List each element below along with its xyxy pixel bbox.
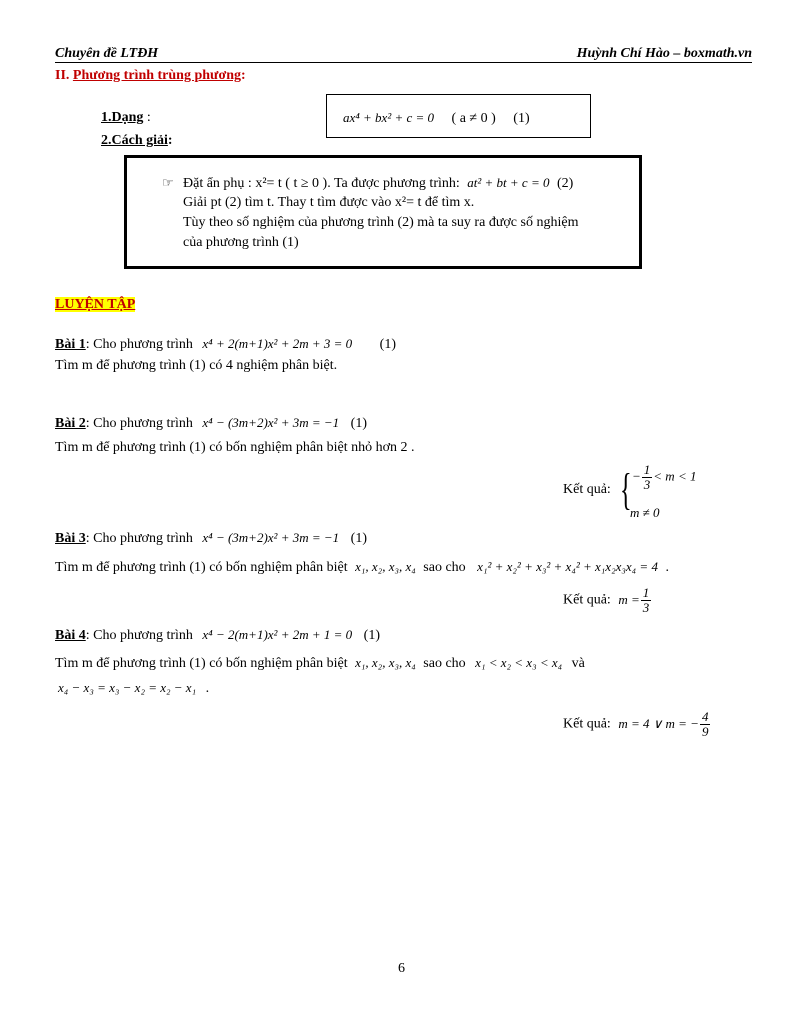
problem-3: Bài 3: Cho phương trình x⁴ − (3m+2)x² + 3m = −1 (1)	[55, 530, 367, 546]
problem-2-result-line-1: − $\frac{1}{3}$ < m < 1	[632, 462, 697, 492]
problem-3-task: Tìm m để phương trình (1) có bốn nghiệm phân biệt x₁, x₂, x₃, x₄ sao cho x₁² + x₂² + x₃² + x₄² + x₁x₂x₃x₄ = 4 .	[55, 559, 669, 575]
section-number: II.	[55, 68, 70, 83]
problem-3-condition: x₁² + x₂² + x₃² + x₄² + x₁x₂x₃x₄ = 4	[477, 559, 658, 574]
method-line-1: Đặt ẩn phụ : x²= t ( t ≥ 0 ). Ta được phương trình: at² + bt + c = 0 (2)	[183, 175, 574, 191]
system-brace: {	[620, 465, 632, 514]
problem-4-order: x₁ < x₂ < x₃ < x₄	[475, 655, 563, 670]
problem-3-label: Bài 3	[55, 531, 86, 546]
form-equation: ax⁴ + bx² + c = 0	[343, 110, 435, 125]
problem-4-label: Bài 4	[55, 628, 86, 643]
problem-4: Bài 4: Cho phương trình x⁴ − 2(m+1)x² + 2m + 1 = 0 (1)	[55, 627, 380, 643]
method-line-4: của phương trình (1)	[183, 235, 299, 250]
problem-1-task: Tìm m để phương trình (1) có 4 nghiệm phân biệt.	[55, 358, 338, 373]
problem-4-condition-line: x₄ − x₃ = x₃ − x₂ = x₂ − x₁ .	[58, 680, 210, 696]
form-tag: (1)	[513, 111, 530, 126]
method-line-3: Tùy theo số nghiệm của phương trình (2) mà ta suy ra được số nghiệm	[183, 215, 579, 230]
section-title-text: Phương trình trùng phương	[72, 68, 241, 83]
method-label: 2.Cách giải:	[101, 133, 173, 148]
problem-2-task: Tìm m để phương trình (1) có bốn nghiệm phân biệt nhỏ hơn 2 .	[55, 440, 415, 455]
section-colon: :	[240, 68, 246, 83]
problem-2-equation: x⁴ − (3m+2)x² + 3m = −1	[202, 415, 340, 430]
method-box	[124, 155, 642, 269]
problem-3-result: Kết quả: m = $\frac{1}{3}$	[563, 585, 650, 615]
problem-4-condition: x₄ − x₃ = x₃ − x₂ = x₂ − x₁	[58, 680, 197, 695]
page-number: 6	[398, 961, 405, 976]
problem-2-label: Bài 2	[55, 416, 86, 431]
section-title	[55, 68, 246, 84]
problem-1: Bài 1: Cho phương trình x⁴ + 2(m+1)x² + 2m + 3 = 0 (1)	[55, 336, 396, 352]
problem-1-equation: x⁴ + 2(m+1)x² + 2m + 3 = 0	[202, 336, 353, 351]
pointing-hand-icon: ☞	[162, 175, 174, 190]
problem-4-task: Tìm m để phương trình (1) có bốn nghiệm phân biệt x₁, x₂, x₃, x₄ sao cho x₁ < x₂ < x₃ < x₄ và	[55, 655, 585, 671]
method-equation: at² + bt + c = 0	[467, 175, 550, 190]
method-line-2: Giải pt (2) tìm t. Thay t tìm được vào x²= t để tìm x.	[183, 195, 475, 210]
problem-2-result-line-2: m ≠ 0	[630, 505, 660, 520]
problem-3-equation: x⁴ − (3m+2)x² + 3m = −1	[202, 530, 340, 545]
header-right: Huỳnh Chí Hào – boxmath.vn	[576, 46, 752, 61]
problem-4-result: Kết quả: m = 4 ∨ m = − $\frac{4}{9}$	[563, 709, 709, 739]
header-rule	[55, 62, 752, 63]
form-condition: ( a ≠ 0 )	[451, 111, 496, 126]
problem-1-label: Bài 1	[55, 337, 86, 352]
problem-4-equation: x⁴ − 2(m+1)x² + 2m + 1 = 0	[202, 627, 353, 642]
problem-2-result-label: Kết quả:	[563, 482, 611, 497]
problem-3-vars: x₁, x₂, x₃, x₄	[355, 559, 416, 574]
form-equation-line	[343, 110, 530, 127]
header-left: Chuyên đề LTĐH	[55, 46, 159, 61]
problem-2: Bài 2: Cho phương trình x⁴ − (3m+2)x² + 3m = −1 (1)	[55, 415, 367, 431]
practice-title: LUYỆN TẬP	[55, 297, 136, 312]
form-label: 1.Dạng :	[101, 110, 151, 125]
problem-4-vars: x₁, x₂, x₃, x₄	[355, 655, 416, 670]
